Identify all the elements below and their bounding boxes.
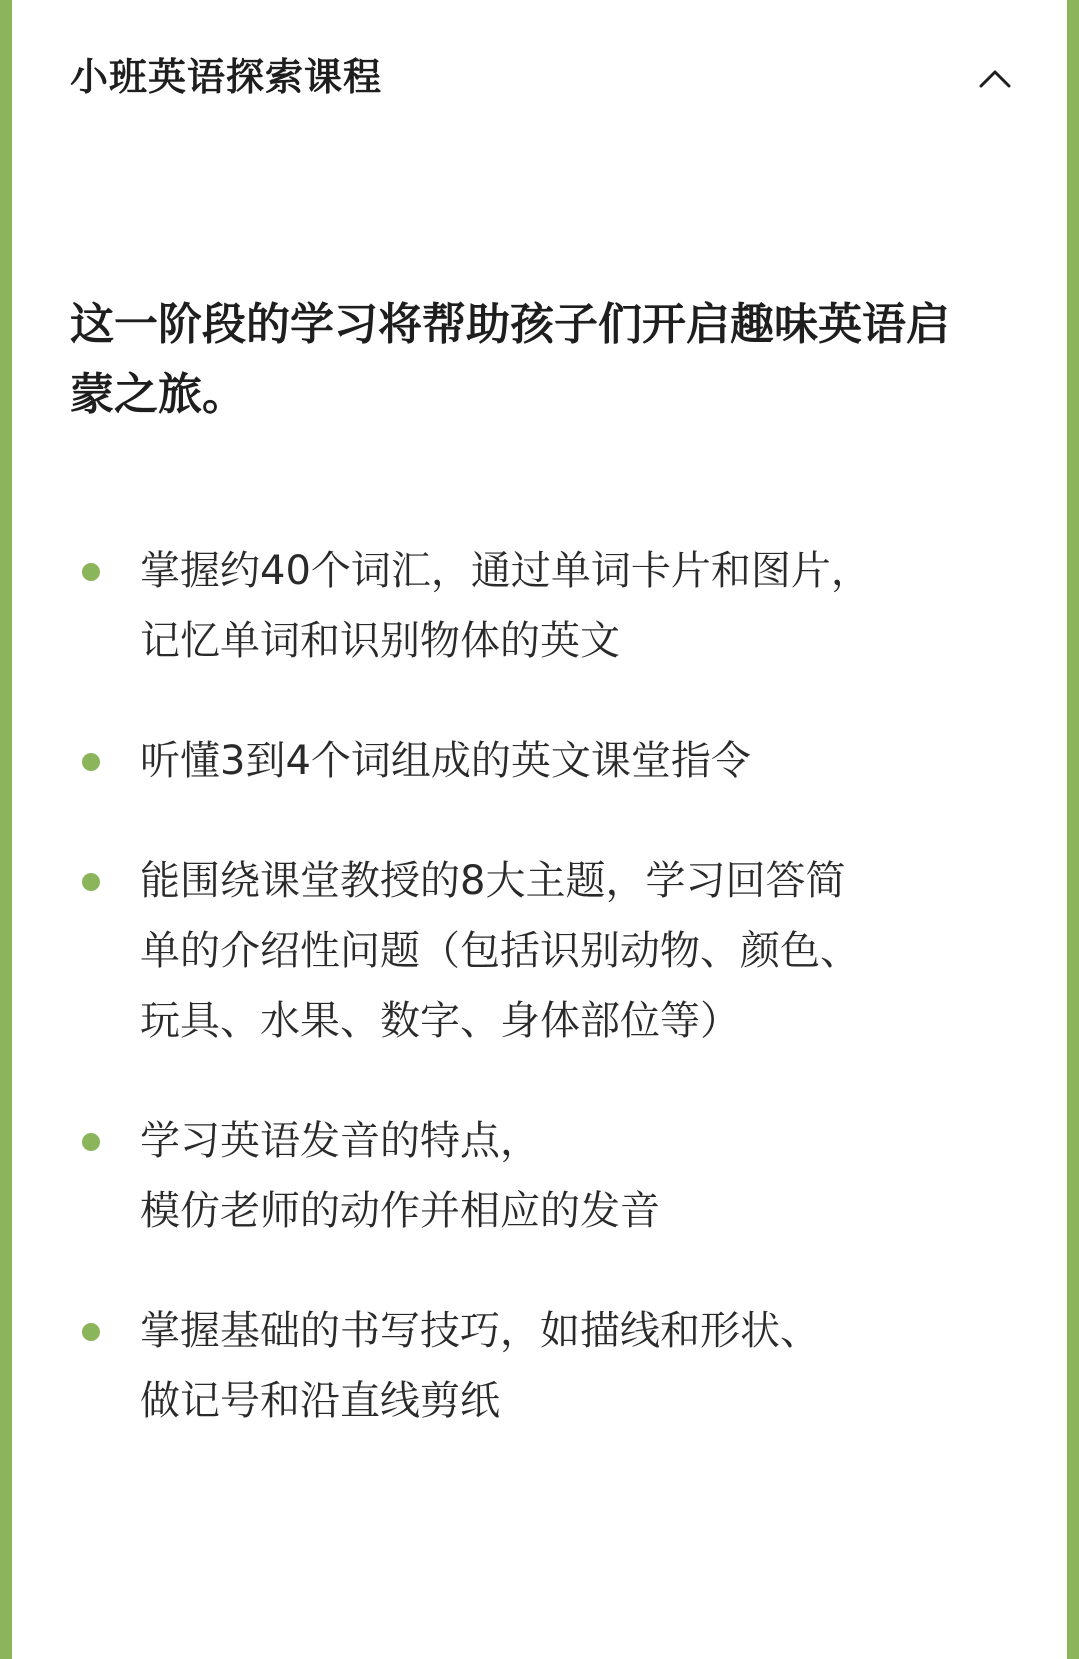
bullet-dot-icon xyxy=(82,1133,100,1151)
course-title: 小班英语探索课程 xyxy=(70,55,383,99)
list-item xyxy=(70,726,1030,796)
list-item-line: 记忆单词和识别物体的英文 xyxy=(140,618,620,664)
course-card xyxy=(12,0,1067,1659)
list-item-line: 单的介绍性问题（包括识别动物、颜色、 xyxy=(140,928,860,974)
chevron-up-icon[interactable] xyxy=(977,60,1013,96)
list-item xyxy=(70,1296,1030,1436)
list-item-line: 做记号和沿直线剪纸 xyxy=(140,1378,500,1424)
course-header[interactable] xyxy=(12,0,1067,160)
intro-text xyxy=(70,290,1020,430)
list-item-line: 掌握约40个词汇，通过单词卡片和图片， xyxy=(140,548,871,594)
bullet-dot-icon xyxy=(82,563,100,581)
learning-goals-list xyxy=(70,536,1030,1436)
bullet-dot-icon xyxy=(82,873,100,891)
intro-line-2: 蒙之旅。 xyxy=(70,369,246,420)
list-item-line: 模仿老师的动作并相应的发音 xyxy=(140,1188,660,1234)
list-item xyxy=(70,1106,1030,1246)
list-item xyxy=(70,846,1030,1056)
bullet-dot-icon xyxy=(82,753,100,771)
list-item-line: 听懂3到4个词组成的英文课堂指令 xyxy=(140,738,751,784)
bullet-dot-icon xyxy=(82,1323,100,1341)
intro-line-1: 这一阶段的学习将帮助孩子们开启趣味英语启 xyxy=(70,299,950,350)
list-item-line: 掌握基础的书写技巧，如描线和形状、 xyxy=(140,1308,820,1354)
list-item-line: 能围绕课堂教授的8大主题，学习回答简 xyxy=(140,858,846,904)
list-item xyxy=(70,536,1030,676)
list-item-line: 玩具、水果、数字、身体部位等） xyxy=(140,998,740,1044)
list-item-line: 学习英语发音的特点， xyxy=(140,1118,540,1164)
